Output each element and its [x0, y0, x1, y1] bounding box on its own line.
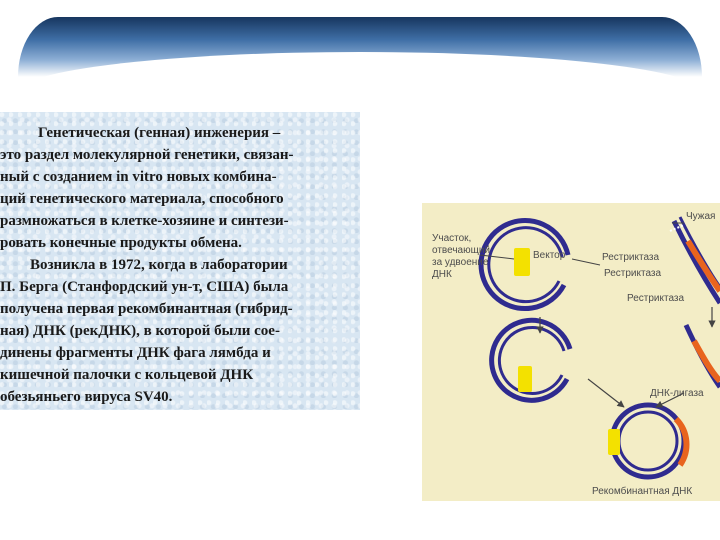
paragraph-line: ный с созданием in vitro новых комбина- — [0, 169, 277, 185]
foreign-dna-strands — [670, 217, 720, 303]
restrictase-label-3: Рестриктаза — [627, 293, 685, 304]
paragraph-line: динены фрагменты ДНК фага лямбда и — [0, 345, 271, 361]
paragraph-line: кишечной палочки с кольцевой ДНК — [0, 367, 254, 383]
paragraph-line: П. Берга (Станфордский ун-т, США) была — [0, 279, 289, 295]
paragraph-line: ций генетического материала, способного — [0, 191, 284, 207]
replication-site-marker — [608, 429, 620, 455]
restrictase-label-2: Рестриктаза — [604, 268, 662, 279]
foreign-dna-segment — [688, 241, 720, 291]
paragraph-line: обезьяньего вируса SV40. — [0, 389, 173, 405]
vector-plasmid — [481, 221, 568, 309]
restrictase-label-1: Рестриктаза — [602, 252, 660, 263]
replication-site-label: Участок, отвечающий за удвоение ДНК — [432, 233, 491, 280]
replication-site-marker — [518, 366, 532, 392]
foreign-dna-label: Чужая — [686, 211, 716, 222]
paragraph-line: Генетическая (генная) инженерия – — [38, 125, 281, 141]
replication-site-marker — [514, 248, 530, 276]
recombinant-dna-label: Рекомбинантная ДНК — [592, 486, 693, 497]
vector-label: Вектор — [533, 250, 566, 261]
paragraph-line: размножаться в клетке-хозяине и синтези- — [0, 213, 289, 229]
definition-text-panel — [0, 112, 360, 410]
foreign-fragment — [686, 325, 720, 387]
cut-vector-plasmid — [492, 320, 570, 400]
ligase-label: ДНК-лигаза — [650, 388, 704, 399]
paragraph-line: получена первая рекомбинантная (гибрид- — [0, 301, 293, 317]
recombinant-plasmid — [608, 405, 686, 477]
paragraph-line: ровать конечные продукты обмена. — [0, 235, 242, 251]
paragraph-line: это раздел молекулярной генетики, связан- — [0, 147, 294, 163]
paragraph-line: ная) ДНК (рекДНК), в которой были сое- — [0, 323, 280, 339]
recombinant-dna-diagram — [422, 203, 720, 501]
paragraph-line: Возникла в 1972, когда в лаборатории — [30, 257, 288, 273]
